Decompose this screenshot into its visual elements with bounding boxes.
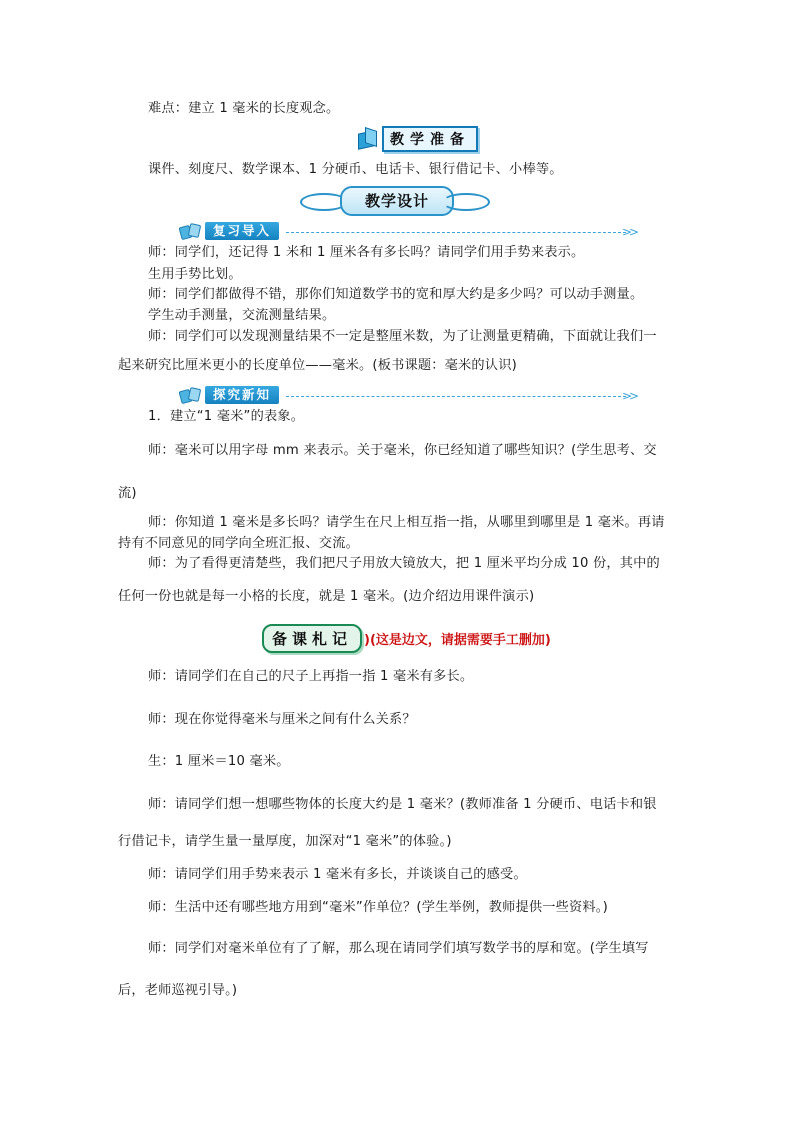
paragraph-line: 师：请同学们在自己的尺子上再指一指 1 毫米有多长。 — [148, 669, 474, 684]
cube-icon — [356, 128, 378, 150]
section-tag-review — [180, 222, 279, 240]
section-tag-label: 探究新知 — [205, 386, 279, 404]
paragraph-line: 学生动手测量，交流测量结果。 — [148, 308, 336, 323]
paragraph-line: 师：你知道 1 毫米是多长吗？请学生在尺上相互指一指，从哪里到哪里是 1 毫米。再请 — [148, 515, 665, 530]
paragraph-line: 持有不同意见的同学向全班汇报、交流。 — [118, 536, 359, 551]
paragraph-line: 师：毫米可以用字母 mm 来表示。关于毫米，你已经知道了哪些知识？(学生思考、交 — [148, 443, 657, 458]
section-tag-label: 复习导入 — [205, 222, 279, 240]
arrow-right-icon: >> — [622, 225, 637, 239]
prep-header — [356, 126, 478, 152]
prep-header-label: 教学准备 — [382, 126, 478, 152]
section-tag-explore — [180, 386, 279, 404]
paragraph-line: 起来研究比厘米更小的长度单位——毫米。(板书课题：毫米的认识) — [118, 358, 517, 373]
paragraph-line: 行借记卡，请学生量一量厚度，加深对“1 毫米”的体验。) — [118, 834, 452, 849]
prep-text: 课件、刻度尺、数学课本、1 分硬币、电话卡、银行借记卡、小棒等。 — [148, 162, 563, 177]
paragraph-line: 师：生活中还有哪些地方用到“毫米”作单位？(学生举例，教师提供一些资料。) — [148, 900, 608, 915]
paragraph-line: 师：请同学们想一想哪些物体的长度大约是 1 毫米？(教师准备 1 分硬币、电话卡和银 — [148, 797, 657, 812]
paragraph-line: 师：请同学们用手势来表示 1 毫米有多长，并谈谈自己的感受。 — [148, 867, 527, 882]
dashed-divider — [286, 396, 626, 397]
paragraph-line: 师：为了看得更清楚些，我们把尺子用放大镜放大，把 1 厘米平均分成 10 份，其中的 — [148, 556, 660, 571]
paragraph-line: 师：同学们都做得不错，那你们知道数学书的宽和厚大约是多少吗？可以动手测量。 — [148, 287, 644, 302]
notes-badge: 备课札记 — [262, 624, 362, 653]
dashed-divider — [286, 232, 626, 233]
notes-side-text: )(这是边文，请据需要手工删加) — [364, 633, 551, 648]
paragraph-line: 1．建立“1 毫米”的表象。 — [148, 409, 305, 424]
paragraph-line: 生：1 厘米＝10 毫米。 — [148, 754, 290, 769]
swirl-right-icon — [442, 193, 490, 211]
paragraph-line: 师：同学们，还记得 1 米和 1 厘米各有多长吗？请同学们用手势来表示。 — [148, 245, 585, 260]
cards-icon — [180, 387, 202, 403]
paragraph-line: 生用手势比划。 — [148, 267, 242, 282]
paragraph-line: 师：同学们可以发现测量结果不一定是整厘米数，为了让测量更精确，下面就让我们一 — [148, 329, 657, 344]
design-banner-label: 教学设计 — [340, 186, 454, 216]
difficulty-line: 难点：建立 1 毫米的长度观念。 — [148, 101, 340, 116]
paragraph-line: 任何一份也就是每一小格的长度，就是 1 毫米。(边介绍边用课件演示) — [118, 589, 535, 604]
paragraph-line: 后，老师巡视引导。) — [118, 983, 238, 998]
notes-header — [262, 624, 551, 653]
arrow-right-icon: >> — [622, 389, 637, 403]
design-banner — [300, 185, 490, 215]
paragraph-line: 流) — [118, 486, 137, 501]
paragraph-line: 师：同学们对毫米单位有了了解，那么现在请同学们填写数学书的厚和宽。(学生填写 — [148, 941, 649, 956]
cards-icon — [180, 223, 202, 239]
paragraph-line: 师：现在你觉得毫米与厘米之间有什么关系？ — [148, 712, 416, 727]
